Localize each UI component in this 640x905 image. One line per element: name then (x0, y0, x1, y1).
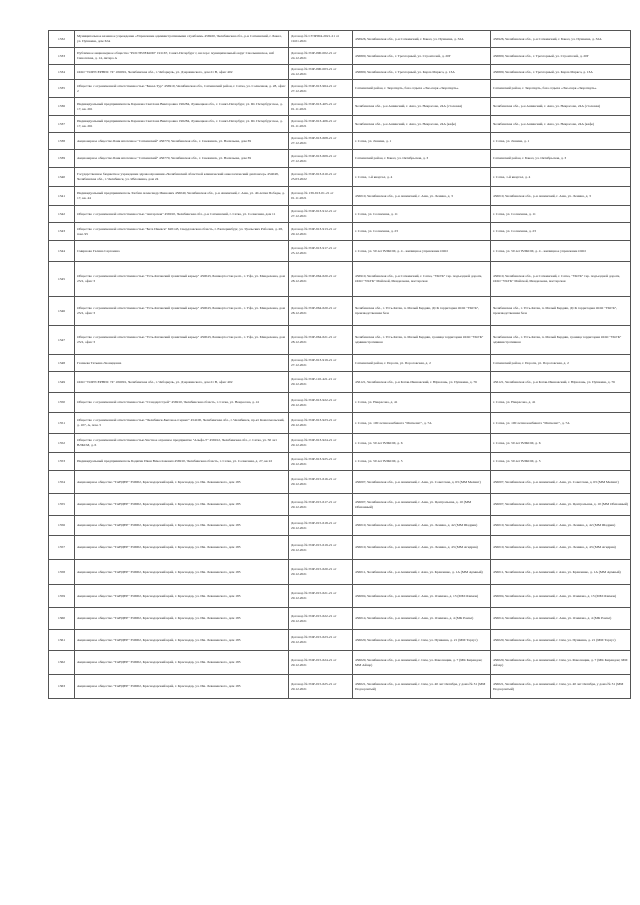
contract-number: Договор № ГОР-015-620-21 от 29.12.2021 (289, 560, 353, 585)
row-number: 1353 (49, 453, 75, 471)
row-number: 1339 (49, 150, 75, 168)
object-address: Челябинская обл., г. Усть-Катав, п. Малый Бердяш, ДСК территория ООО "УКГК", производственная база (353, 297, 491, 326)
row-number: 1336 (49, 98, 75, 116)
organization-name: Общество с ограниченной ответственностью "Бакал-Тур" 456910, Челябинская обл., Саткинский район, г. Сатка, ул. Солнечная, д. 28, офис 2 (75, 80, 289, 98)
table-row (49, 241, 631, 262)
organization-name: ООО "ТОРГСЕРВИС 74" 456091, Челябинская обл., г. Чебаркуль, ул. Дзержинского, дом 21 В, офис 402 (75, 65, 289, 80)
organization-name: ООО "ТОРГСЕРВИС 74" 456091, Челябинская обл., г. Чебаркуль, ул. Дзержинского, дом 21 В, офис 402 (75, 372, 289, 393)
object-address: г. Сатка, ул. Некрасова, д. 41 (353, 393, 491, 413)
organization-name: Акционерное общество "ТАНДЕР" 350002, Краснодарский край, г. Краснодар, ул. Им. Леваневского, дом 185 (75, 630, 289, 651)
contract-number: Договор № ГОР-913-922-21 от 29.12.2021 (289, 393, 353, 413)
contract-number: Договор № ГОР-015-621-21 от 29.12.2021 (289, 585, 353, 608)
organization-name: Индивидуальный предприниматель Бодягин Иван Вячеславович 456910, Челябинская область, г. Сатка, ул. Солнечная, д. 27, кв 22 (75, 453, 289, 471)
object-address: 456004, Челябинская обл., р-н Ашинский, г. Аша, ул. Озимова, д. 13 (ММ Озимов) (353, 585, 491, 608)
table-row (49, 262, 631, 297)
row-number: 1351 (49, 413, 75, 434)
object-address: Челябинская обл., г. Усть-Катав, п. Малый Бердяш, граница территории ООО "УКГК" административная (353, 326, 491, 355)
object-address: 456020, Челябинская обл., р-н Ашинский, г. Сим, ул. Революции, д. 7 (МК Кирандон; ММ Айзар) (353, 651, 491, 675)
organization-name: Акционерное общество Банк ипотечное "Саткинский" 456770, Челябинская обл., г. Снежинск, ул. Васильева, дом 39 (75, 150, 289, 168)
table-row (49, 651, 631, 675)
contract-number: Договор № ГОР-064-621-21 от 28.12.2021 (289, 326, 353, 355)
object-address: 456010, Челябинская обл., р-н Ашинский, г. Аша, ул. Ленина, д. 3 (353, 187, 491, 206)
object-address: Саткинский район, г. Пороги, ул. Пороговская, д. 2 (353, 355, 491, 372)
object-location: г. Сатка, ул. 50 лет ВЛКСМ, д. 6 (491, 434, 631, 453)
object-address: 456007, Челябинская обл., р-н Ашинский, г. Аша, ул. Центральная, д. 10 (ММ Обязанный) (353, 494, 491, 516)
object-location: 456010, Челябинская обл., р-н Ашинский, г. Аша, ул. Ленина, д. 3 (491, 187, 631, 206)
organization-name: Муниципальное казенное учреждение «Управление административными службами» 456920, Челябинская обл., р-н Саткинский, г. Бакал, ул. Пушкина, дом 32А (75, 31, 289, 48)
object-location: 456007, Челябинская обл., р-н Ашинский, г. Аша, ул. Центральная, д. 10 (ММ Обязанный) (491, 494, 631, 516)
contract-number: Договор № ГОР-913-919-21 от 27.12.2021 (289, 355, 353, 372)
contract-number: Договор № ГОР-913-917-21 от 25.12.2021 (289, 241, 353, 262)
organization-name: Газзиева Татьяна Леонидовна (75, 355, 289, 372)
object-address: г. Сатка, ул. Солнечная, д. 23 (353, 223, 491, 241)
organization-name: Общество с ограниченной ответственностью "Бета Ижевск" 620143, Свердловская область, г. Екатеринбург, ул. Уральских Рабочих, д. 28, пом. 95 (75, 223, 289, 241)
organization-name: Общество с ограниченной ответственностью "Стандартстрой" 456910, Челябинская область, г. Сатка, ул. Некрасова, д. 41 (75, 393, 289, 413)
organization-name: Акционерное общество "ТАНДЕР" 350002, Краснодарский край, г. Краснодар, ул. Им. Леваневского, дом 185 (75, 471, 289, 494)
row-number: 1350 (49, 393, 75, 413)
object-location: г. Сатка, ул. Некрасова, д. 41 (491, 393, 631, 413)
organization-name: Общество с ограниченной ответственностью "Усть-Катавский гранитный карьер" 450043, Башкортостан респ., г. Уфа, ул. Менделеева, дом 23/2, офис 3 (75, 297, 289, 326)
table-row (49, 65, 631, 80)
row-number: 1341 (49, 187, 75, 206)
row-number: 1340 (49, 168, 75, 187)
object-location: 456020, Челябинская обл., р-н Ашинский, г. Сим, ул. Революции, д. 7 (МК Кирандон; ММ Айзар) (491, 651, 631, 675)
contract-number: Договор № ГОР-913-925-21 от 29.12.2021 (289, 453, 353, 471)
table-row (49, 31, 631, 48)
table-row (49, 434, 631, 453)
organization-name: Общество с ограниченной ответственностью "Усть-Катавский гранитный карьер" 450043, Башкортостан респ., г. Уфа, ул. Менделеева, дом 23/2, офис 3 (75, 262, 289, 297)
row-number: 1358 (49, 560, 75, 585)
table-row (49, 116, 631, 133)
table-row (49, 471, 631, 494)
object-location: г. Сатка, ул. Солнечная, д. 23 (491, 223, 631, 241)
table-row (49, 98, 631, 116)
object-location: Челябинская обл., г. Усть-Катав, п. Малый Бердяш, граница территории ООО "УКГК" административная (491, 326, 631, 355)
contract-number: Договор № ГОР-090-003-21 от 24.12.2021 (289, 65, 353, 80)
object-address: 456007, Челябинская обл., р-н Ашинский, г. Аша, ул. Советская, д. 63 (ММ Мелинт) (353, 471, 491, 494)
object-location: Челябинская обл., г. Усть-Катав, п. Малый Бердяш, ДСК территория ООО "УКГК", производственная база (491, 297, 631, 326)
table-row (49, 133, 631, 150)
contract-number: Договор № ГОР-015-623-21 от 29.12.2021 (289, 630, 353, 651)
object-address: г. Сатка, ул. Ленина, д. 1 (353, 133, 491, 150)
object-location: 456004, Челябинская обл., р-н Ашинский, г. Аша, ул. Озимова, д. 13 (ММ Озимов) (491, 585, 631, 608)
object-location: 456926, Челябинская обл., р-н Саткинский, г. Бакал, ул. Пушкина, д. 32А (491, 31, 631, 48)
row-number: 1356 (49, 516, 75, 536)
contract-number: Договор № ГОР-913-405-21 от 01.11.2021 (289, 98, 353, 116)
object-address: 456011, Челябинская обл., р-н Ашинский, г. Аша, ул. Кравченко, д. 1А (ММ Армный) (353, 560, 491, 585)
contract-number: Договор № ГОР-913-406-21 от 01.11.2021 (289, 116, 353, 133)
contract-number: Договор № ГОР-913-912-21 от 27.12.2021 (289, 206, 353, 223)
contract-number: Договор № ГОР-913-923-21 от 29.12.2021 (289, 413, 353, 434)
object-location: Саткинский район, г. Зюраткуль, база отдыха «Эко-парк «Зюраткуль» (491, 80, 631, 98)
table-row (49, 150, 631, 168)
table-row (49, 48, 631, 65)
object-location: Челябинская обл., р-н Ашинский, г. Аша, ул. Некрасова, 24А (столовая) (491, 98, 631, 116)
contract-number: Договор № ГОР-015-616-21 от 29.12.2021 (289, 471, 353, 494)
row-number: 1359 (49, 585, 75, 608)
row-number: 1338 (49, 133, 75, 150)
object-location: 456020, Челябинская обл., р-н Ашинский, г. Сим, ул. Пушкина, д. 21 (ММ Тарзус) (491, 630, 631, 651)
row-number: 1343 (49, 223, 75, 241)
contract-number: Договор № ГОР-090-002-21 от 24.12.2021 (289, 48, 353, 65)
contract-number: Договор № ГОР-913-609-21 от 27.12.2021 (289, 150, 353, 168)
contract-number: Договор № ГОР-015-625-21 от 29.12.2021 (289, 675, 353, 699)
table-row (49, 494, 631, 516)
organization-name: Акционерное общество "ТАНДЕР" 350002, Краснодарский край, г. Краснодар, ул. Им. Леваневского, дом 185 (75, 585, 289, 608)
object-address: Челябинская обл., р-н Ашинский, г. Аша, ул. Некрасова, 24А (кафе) (353, 116, 491, 133)
organization-name: Акционерное общество Банк ипотечное "Саткинский" 456770, Челябинская обл., г. Снежинск, ул. Васильева, дом 39 (75, 133, 289, 150)
object-address: г. Сатка, ул. 50 лет ВЛКСМ, д. 4 - жилищное управление ООО (353, 241, 491, 262)
object-address: 456021, Челябинская обл., р-н Ашинский, г. Сим, ул. 40 лет Октября, у дома № 31 (ММ Подзорчатый) (353, 675, 491, 699)
contract-number: Договор № СУЗР004-2021-21 от 19.01.2021 (289, 31, 353, 48)
object-address: 456010, Челябинская обл., р-н Ашинский, г. Аша, ул. Ленина, д. 42 (ММ Шадрин) (353, 516, 491, 536)
object-location: 456021, Челябинская обл., р-н Ашинский, г. Сим, ул. 40 лет Октября, у дома № 31 (ММ Подзорчатый) (491, 675, 631, 699)
organization-name: Акционерное общество "ТАНДЕР" 350002, Краснодарский край, г. Краснодар, ул. Им. Леваневского, дом 185 (75, 560, 289, 585)
row-number: 1348 (49, 355, 75, 372)
object-address: Саткинский район, г. Бакал, ул. Октябрьская, д. 3 (353, 150, 491, 168)
contract-number: Договор № ГОР-913-964-21 от 27.12.2021 (289, 80, 353, 98)
row-number: 1344 (49, 241, 75, 262)
object-address: 456800, Челябинская обл., г. Трехгорный, ул. Строителей, д. 20Г (353, 48, 491, 65)
row-number: 1334 (49, 65, 75, 80)
table-row (49, 585, 631, 608)
object-location: 456800, Челябинская обл., г. Трехгорный, ул. Карла Маркса, д. 13А (491, 65, 631, 80)
organization-name: Общество с ограниченной ответственностью "Ангарская" 456910, Челябинская обл., р-н Саткинский, г. Сатка, ул. Солнечная, дом 11 (75, 206, 289, 223)
object-address: 456020, Челябинская обл., р-н Ашинский, г. Сим, ул. Пушкина, д. 21 (ММ Тарзус) (353, 630, 491, 651)
object-address: г. Сатка, ул. 100 летия комбината "Магнезит", д. 7А (353, 413, 491, 434)
object-location: 456910, Челябинская обл., р-н Саткинский, г. Сатка, "УКГК" тер. подъездной дороги, ООО "УКГК" Майской, Менделеева, мастерская (491, 262, 631, 297)
table-row (49, 168, 631, 187)
object-address: 456014, Челябинская обл., р-н Ашинский, г. Аша, ул. Озимова, д. 4 (МК Ромал) (353, 608, 491, 630)
row-number: 1357 (49, 536, 75, 560)
object-location: г. Сатка, ул. Солнечная, д. 11 (491, 206, 631, 223)
organization-name: Акционерное общество "ТАНДЕР" 350002, Краснодарский край, г. Краснодар, ул. Им. Леваневского, дом 185 (75, 536, 289, 560)
contract-number: Договор № ГОР-913-913-21 от 29.12.2021 (289, 223, 353, 241)
object-address: г. Сатка, ул. 50 лет ВЛКСМ, д. 6 (353, 434, 491, 453)
table-row (49, 608, 631, 630)
row-number: 1332 (49, 31, 75, 48)
object-location: г. Сатка, 1-й квартал, д. 4 (491, 168, 631, 187)
organization-name: Акционерное общество "ТАНДЕР" 350002, Краснодарский край, г. Краснодар, ул. Им. Леваневского, дом 185 (75, 608, 289, 630)
object-address: 456121, Челябинская обл., р-н Катав-Ивановский, г. Юрюзань, ул. Пушкина, д. 76 (353, 372, 491, 393)
table-row (49, 413, 631, 434)
table-row (49, 393, 631, 413)
object-location: г. Сатка, ул. 50 лет ВЛКСМ, д. 5 (491, 453, 631, 471)
row-number: 1355 (49, 494, 75, 516)
table-row (49, 223, 631, 241)
table-row (49, 453, 631, 471)
contract-number: Договор № ГОР-015-619-21 от 29.12.2021 (289, 536, 353, 560)
table-row (49, 187, 631, 206)
object-address: 456010, Челябинская обл., р-н Ашинский, г. Аша, ул. Ленина, д. 43 (ММ Агидрия) (353, 536, 491, 560)
organization-name: Индивидуальный предприниматель Баранова Светлана Викторовна 196284, Лужнецкая обл., г. Санкт-Петербург, ул. Ш. Петербургское, д. 17, кв. 261 (75, 98, 289, 116)
object-location: 456121, Челябинская обл., р-н Катав-Ивановский, г. Юрюзань, ул. Пушкина, д. 76 (491, 372, 631, 393)
organization-name: Акционерное общество "ТАНДЕР" 350002, Краснодарский край, г. Краснодар, ул. Им. Леваневского, дом 185 (75, 516, 289, 536)
row-number: 1337 (49, 116, 75, 133)
row-number: 1345 (49, 262, 75, 297)
row-number: 1333 (49, 48, 75, 65)
row-number: 1360 (49, 608, 75, 630)
row-number: 1342 (49, 206, 75, 223)
contract-number: Договор № 139-913-01-21 от 01.11.2021 (289, 187, 353, 206)
contract-number: Договор № ГОР-015-617-21 от 29.12.2021 (289, 494, 353, 516)
organization-name: Общество с ограниченной ответственностью "Челябинск-Бытовое-Сервис" 454100, Челябинская обл., г. Челябинск, пр-кт Комсомольский, д. 107, А, пом. 5 (75, 413, 289, 434)
object-address: г. Сатка, ул. Солнечная, д. 11 (353, 206, 491, 223)
organization-name: Индивидуальный предприниматель Баранова Светлана Викторовна 196284, Лужнецкая обл., г. Санкт-Петербург, ул. Ш. Петербургское, д. 17, кв. 261 (75, 116, 289, 133)
row-number: 1362 (49, 651, 75, 675)
object-location: 456800, Челябинская обл., г. Трехгорный, ул. Строителей, д. 20Г (491, 48, 631, 65)
object-address: Саткинский район, г. Зюраткуль, база отдыха «Эко-парк «Зюраткуль» (353, 80, 491, 98)
registry-table (48, 30, 631, 699)
row-number: 1346 (49, 297, 75, 326)
object-location: 456014, Челябинская обл., р-н Ашинский, г. Аша, ул. Озимова, д. 4 (МК Ромал) (491, 608, 631, 630)
table-row (49, 297, 631, 326)
table-row (49, 355, 631, 372)
object-location: 456010, Челябинская обл., р-н Ашинский, г. Аша, ул. Ленина, д. 42 (ММ Шадрин) (491, 516, 631, 536)
object-location: 456007, Челябинская обл., р-н Ашинский, г. Аша, ул. Советская, д. 63 (ММ Мелинт) (491, 471, 631, 494)
object-location: 456010, Челябинская обл., р-н Ашинский, г. Аша, ул. Ленина, д. 43 (ММ Агидрия) (491, 536, 631, 560)
row-number: 1335 (49, 80, 75, 98)
organization-name: Общество с ограниченной ответственностью "Усть-Катавский гранитный карьер" 450043, Башкортостан респ., г. Уфа, ул. Менделеева, дом 23/2, офис 3 (75, 326, 289, 355)
organization-name: Публичное акционерное общество "РОСТЕЛЕКОМ" 191167, Санкт-Петербург г, вн.тер.г. муниципальный округ Смольнинское, наб Синопская, д. 14, литера А (75, 48, 289, 65)
contract-number: Договор № ГОР-913-924-21 от 29.12.2021 (289, 434, 353, 453)
object-location: г. Сатка, ул. 50 лет ВЛКСМ, д. 4 - жилищное управление ООО (491, 241, 631, 262)
row-number: 1363 (49, 675, 75, 699)
table-row (49, 675, 631, 699)
organization-name: Государственное бюджетное учреждение здравоохранения «Челябинский областной клинический онкологический диспансер» 454048, Челябинская обл., г. Челябинск, ул. Яблочкина, дом 24 (75, 168, 289, 187)
organization-name: Акционерное общество "ТАНДЕР" 350002, Краснодарский край, г. Краснодар, ул. Им. Леваневского, дом 185 (75, 675, 289, 699)
organization-name: Общество с ограниченной ответственностью Частное охранное предприятие "Альфа-Т" 456912, Челябинская обл., г. Сатка, ул. 50 лет ВЛКСМ, д. 6 (75, 434, 289, 453)
organization-name: Акционерное общество "ТАНДЕР" 350002, Краснодарский край, г. Краснодар, ул. Им. Леваневского, дом 185 (75, 651, 289, 675)
contract-number: Договор № ГОР-110-421-21 от 29.12.2021 (289, 372, 353, 393)
object-location: Саткинский район, г. Бакал, ул. Октябрьская, д. 3 (491, 150, 631, 168)
object-address: Челябинская обл., р-н Ашинский, г. Аша, ул. Некрасова, 24А (столовая) (353, 98, 491, 116)
row-number: 1352 (49, 434, 75, 453)
object-address: 456910, Челябинская обл., р-н Саткинский, г. Сатка, "УКГК" тер. подъездной дороги, ООО "УКГК" Майской, Менделеева, мастерская (353, 262, 491, 297)
table-row (49, 372, 631, 393)
object-address: 456800, Челябинская обл., г. Трехгорный, ул. Карла Маркса, д. 13А (353, 65, 491, 80)
table-row (49, 560, 631, 585)
table-row (49, 516, 631, 536)
registry-table-body (49, 31, 631, 699)
organization-name: Акционерное общество "ТАНДЕР" 350002, Краснодарский край, г. Краснодар, ул. Им. Леваневского, дом 185 (75, 494, 289, 516)
object-location: г. Сатка, ул. Ленина, д. 1 (491, 133, 631, 150)
table-row (49, 80, 631, 98)
row-number: 1354 (49, 471, 75, 494)
organization-name: Индивидуальный предприниматель Злобин Александр Иванович 456040, Челябинская обл., р-н Ашинский, г. Аша, ул. 40-летия Победы, д. 17, кв. 44 (75, 187, 289, 206)
table-row (49, 630, 631, 651)
contract-number: Договор № ГОР-913-610-21 от 25.03.2022 (289, 168, 353, 187)
organization-name: Смирнова Галина Сергеевна (75, 241, 289, 262)
contract-number: Договор № ГОР-015-618-21 от 29.12.2021 (289, 516, 353, 536)
contract-number: Договор № ГОР-064-620-21 от 28.12.2021 (289, 297, 353, 326)
object-location: 456011, Челябинская обл., р-н Ашинский, г. Аша, ул. Кравченко, д. 1А (ММ Армный) (491, 560, 631, 585)
table-row (49, 326, 631, 355)
table-row (49, 536, 631, 560)
contract-number: Договор № ГОР-913-608-21 от 27.12.2021 (289, 133, 353, 150)
object-address: г. Сатка, ул. 50 лет ВЛКСМ, д. 5 (353, 453, 491, 471)
contract-number: Договор № ГОР-015-624-21 от 29.12.2021 (289, 651, 353, 675)
object-location: Саткинский район, г. Пороги, ул. Пороговская, д. 2 (491, 355, 631, 372)
object-address: г. Сатка, 1-й квартал, д. 4 (353, 168, 491, 187)
row-number: 1347 (49, 326, 75, 355)
contract-number: Договор № ГОР-064-620-21 от 28.12.2021 (289, 262, 353, 297)
object-address: 456926, Челябинская обл., р-н Саткинский, г. Бакал, ул. Пушкина, д. 32А (353, 31, 491, 48)
row-number: 1361 (49, 630, 75, 651)
table-row (49, 206, 631, 223)
row-number: 1349 (49, 372, 75, 393)
contract-number: Договор № ГОР-015-622-21 от 29.12.2021 (289, 608, 353, 630)
object-location: г. Сатка, ул. 100 летия комбината "Магнезит", д. 7А (491, 413, 631, 434)
object-location: Челябинская обл., р-н Ашинский, г. Аша, ул. Некрасова, 24А (кафе) (491, 116, 631, 133)
